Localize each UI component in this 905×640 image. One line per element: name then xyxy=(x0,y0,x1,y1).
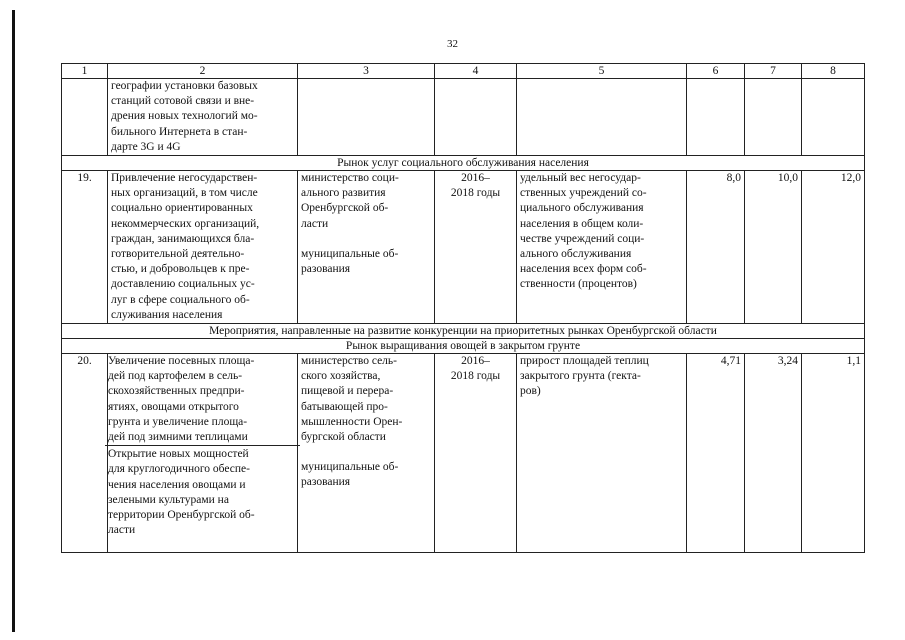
section-row xyxy=(62,324,865,339)
responsible-ministry: министерство соци- ального развития Оренбургской об- ласти xyxy=(301,172,399,230)
indicator-text: прирост площадей теплиц закрытого грунта (гекта- ров) xyxy=(517,354,687,553)
column-number: 2 xyxy=(108,64,298,79)
empty-cell xyxy=(745,79,802,156)
empty-cell xyxy=(687,79,745,156)
period-text: 2016– 2018 годы xyxy=(435,171,517,324)
period-text: 2016– 2018 годы xyxy=(435,354,517,553)
responsible-municipal: муниципальные об- разования xyxy=(301,461,399,489)
measures-table xyxy=(61,63,865,553)
column-number: 4 xyxy=(435,64,517,79)
column-number: 5 xyxy=(517,64,687,79)
indicator-text: удельный вес негосудар- ственных учреждений со- циального обслуживания населения в общем коли- честве учреждений соци- ального обслуживания населения всех форм соб- ственности (процентов) xyxy=(517,171,687,324)
row-number: 19. xyxy=(62,171,108,324)
page-number: 32 xyxy=(447,38,458,50)
section-row xyxy=(62,156,865,171)
activity-cell xyxy=(108,354,298,553)
empty-cell xyxy=(802,79,865,156)
value-2018: 1,1 xyxy=(802,354,865,553)
table-row-19 xyxy=(62,171,865,324)
empty-cell xyxy=(62,79,108,156)
value-2017: 10,0 xyxy=(745,171,802,324)
column-number: 8 xyxy=(802,64,865,79)
empty-cell xyxy=(435,79,517,156)
table-row-20 xyxy=(62,354,865,553)
empty-cell xyxy=(517,79,687,156)
row-number: 20. xyxy=(62,354,108,553)
activity-text: Открытие новых мощностей для круглогодичного обеспе- чения населения овощами и зелеными культурами на территории Оренбургской об- ласти xyxy=(105,445,300,552)
value-2018: 12,0 xyxy=(802,171,865,324)
value-2016: 4,71 xyxy=(687,354,745,553)
value-2016: 8,0 xyxy=(687,171,745,324)
section-row xyxy=(62,339,865,354)
continuation-row xyxy=(62,79,865,156)
section-heading-greenhouse-vegetables: Рынок выращивания овощей в закрытом грунте xyxy=(62,339,865,354)
binder-margin-line xyxy=(12,10,15,632)
column-number: 7 xyxy=(745,64,802,79)
column-number: 1 xyxy=(62,64,108,79)
activity-text: Увеличение посевных площа- дей под картофелем в сель- скохозяйственных предпри- ятиях, овощами открытого грунта и увеличение площа- дей под зимними теплицами xyxy=(108,355,255,444)
section-heading-social-services: Рынок услуг социального обслуживания населения xyxy=(62,156,865,171)
responsible-municipal: муниципальные об- разования xyxy=(301,247,399,276)
column-number-row xyxy=(62,64,865,79)
empty-cell xyxy=(298,79,435,156)
value-2017: 3,24 xyxy=(745,354,802,553)
responsible-cell xyxy=(298,354,435,553)
responsible-cell xyxy=(298,171,435,324)
activity-text: Привлечение негосударствен- ных организаций, в том числе социально ориентированных некоммерческих организаций, граждан, занимающихся бла- готворительной деятельно- стью, и добровольцев к пре- доставлению социальных ус- луг в сфере социального об- служивания населения xyxy=(108,171,298,324)
section-heading-priority-markets: Мероприятия, направленные на развитие конкуренции на приоритетных рынках Оренбургской области xyxy=(62,324,865,339)
continued-activity-text: географии установки базовых станций сотовой связи и вне- дрения новых технологий мо- бильного Интернета в стан- дарте 3G и 4G xyxy=(108,79,298,156)
column-number: 3 xyxy=(298,64,435,79)
responsible-ministry: министерство сель- ского хозяйства, пищевой и перера- батывающей про- мышленности Орен- бургской области xyxy=(301,355,403,444)
column-number: 6 xyxy=(687,64,745,79)
